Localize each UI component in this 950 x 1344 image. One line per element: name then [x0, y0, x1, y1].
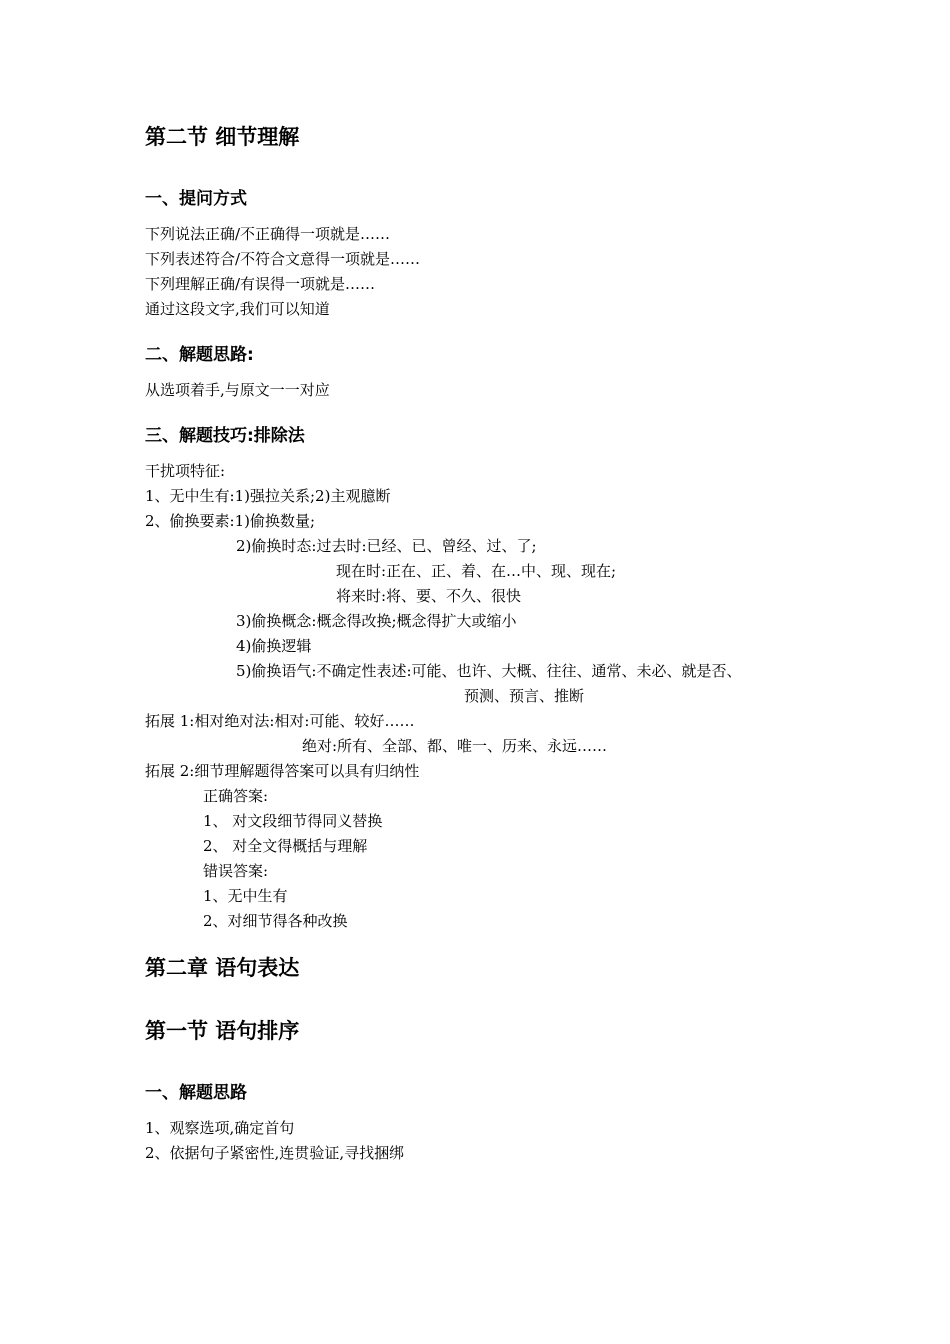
- text-line: 绝对:所有、全部、都、唯一、历来、永远……: [302, 737, 608, 755]
- section-title: 第一节 语句排序: [145, 1019, 300, 1043]
- text-line: 下列表述符合/不符合文意得一项就是……: [145, 250, 421, 268]
- text-line: 干扰项特征:: [145, 462, 226, 480]
- text-line: 2、依据句子紧密性,连贯验证,寻找捆绑: [145, 1144, 405, 1162]
- text-line: 1、无中生有: [203, 887, 288, 905]
- text-line: 1、 对文段细节得同义替换: [203, 812, 383, 830]
- text-line: 3)偷换概念:概念得改换;概念得扩大或缩小: [236, 612, 517, 630]
- text-line: 通过这段文字,我们可以知道: [145, 300, 330, 318]
- section-title: 第二节 细节理解: [145, 125, 300, 149]
- text-line: 1、观察选项,确定首句: [145, 1119, 295, 1137]
- text-line: 1、无中生有:1)强拉关系;2)主观臆断: [145, 487, 391, 505]
- text-line: 错误答案:: [203, 862, 269, 880]
- text-line: 2、 对全文得概括与理解: [203, 837, 368, 855]
- heading-approach: 二、解题思路:: [145, 345, 254, 365]
- text-line: 2)偷换时态:过去时:已经、已、曾经、过、了;: [236, 537, 537, 555]
- heading-approach: 一、解题思路: [145, 1083, 247, 1103]
- chapter-title: 第二章 语句表达: [145, 956, 300, 980]
- text-line: 5)偷换语气:不确定性表述:可能、也许、大概、往往、通常、未必、就是否、: [236, 662, 742, 680]
- text-line: 2、对细节得各种改换: [203, 912, 348, 930]
- heading-question-forms: 一、提问方式: [145, 189, 247, 209]
- text-line: 4)偷换逻辑: [236, 637, 312, 655]
- text-line: 现在时:正在、正、着、在…中、现、现在;: [336, 562, 617, 580]
- text-line: 预测、预言、推断: [464, 687, 585, 705]
- text-line: 下列说法正确/不正确得一项就是……: [145, 225, 391, 243]
- text-line: 从选项着手,与原文一一对应: [145, 381, 330, 399]
- text-line: 将来时:将、要、不久、很快: [336, 587, 522, 605]
- text-line: 拓展 1:相对绝对法:相对:可能、较好……: [145, 712, 415, 730]
- text-line: 2、偷换要素:1)偷换数量;: [145, 512, 316, 530]
- text-line: 下列理解正确/有误得一项就是……: [145, 275, 376, 293]
- heading-technique: 三、解题技巧:排除法: [145, 426, 305, 446]
- text-line: 正确答案:: [203, 787, 269, 805]
- text-line: 拓展 2:细节理解题得答案可以具有归纳性: [145, 762, 420, 780]
